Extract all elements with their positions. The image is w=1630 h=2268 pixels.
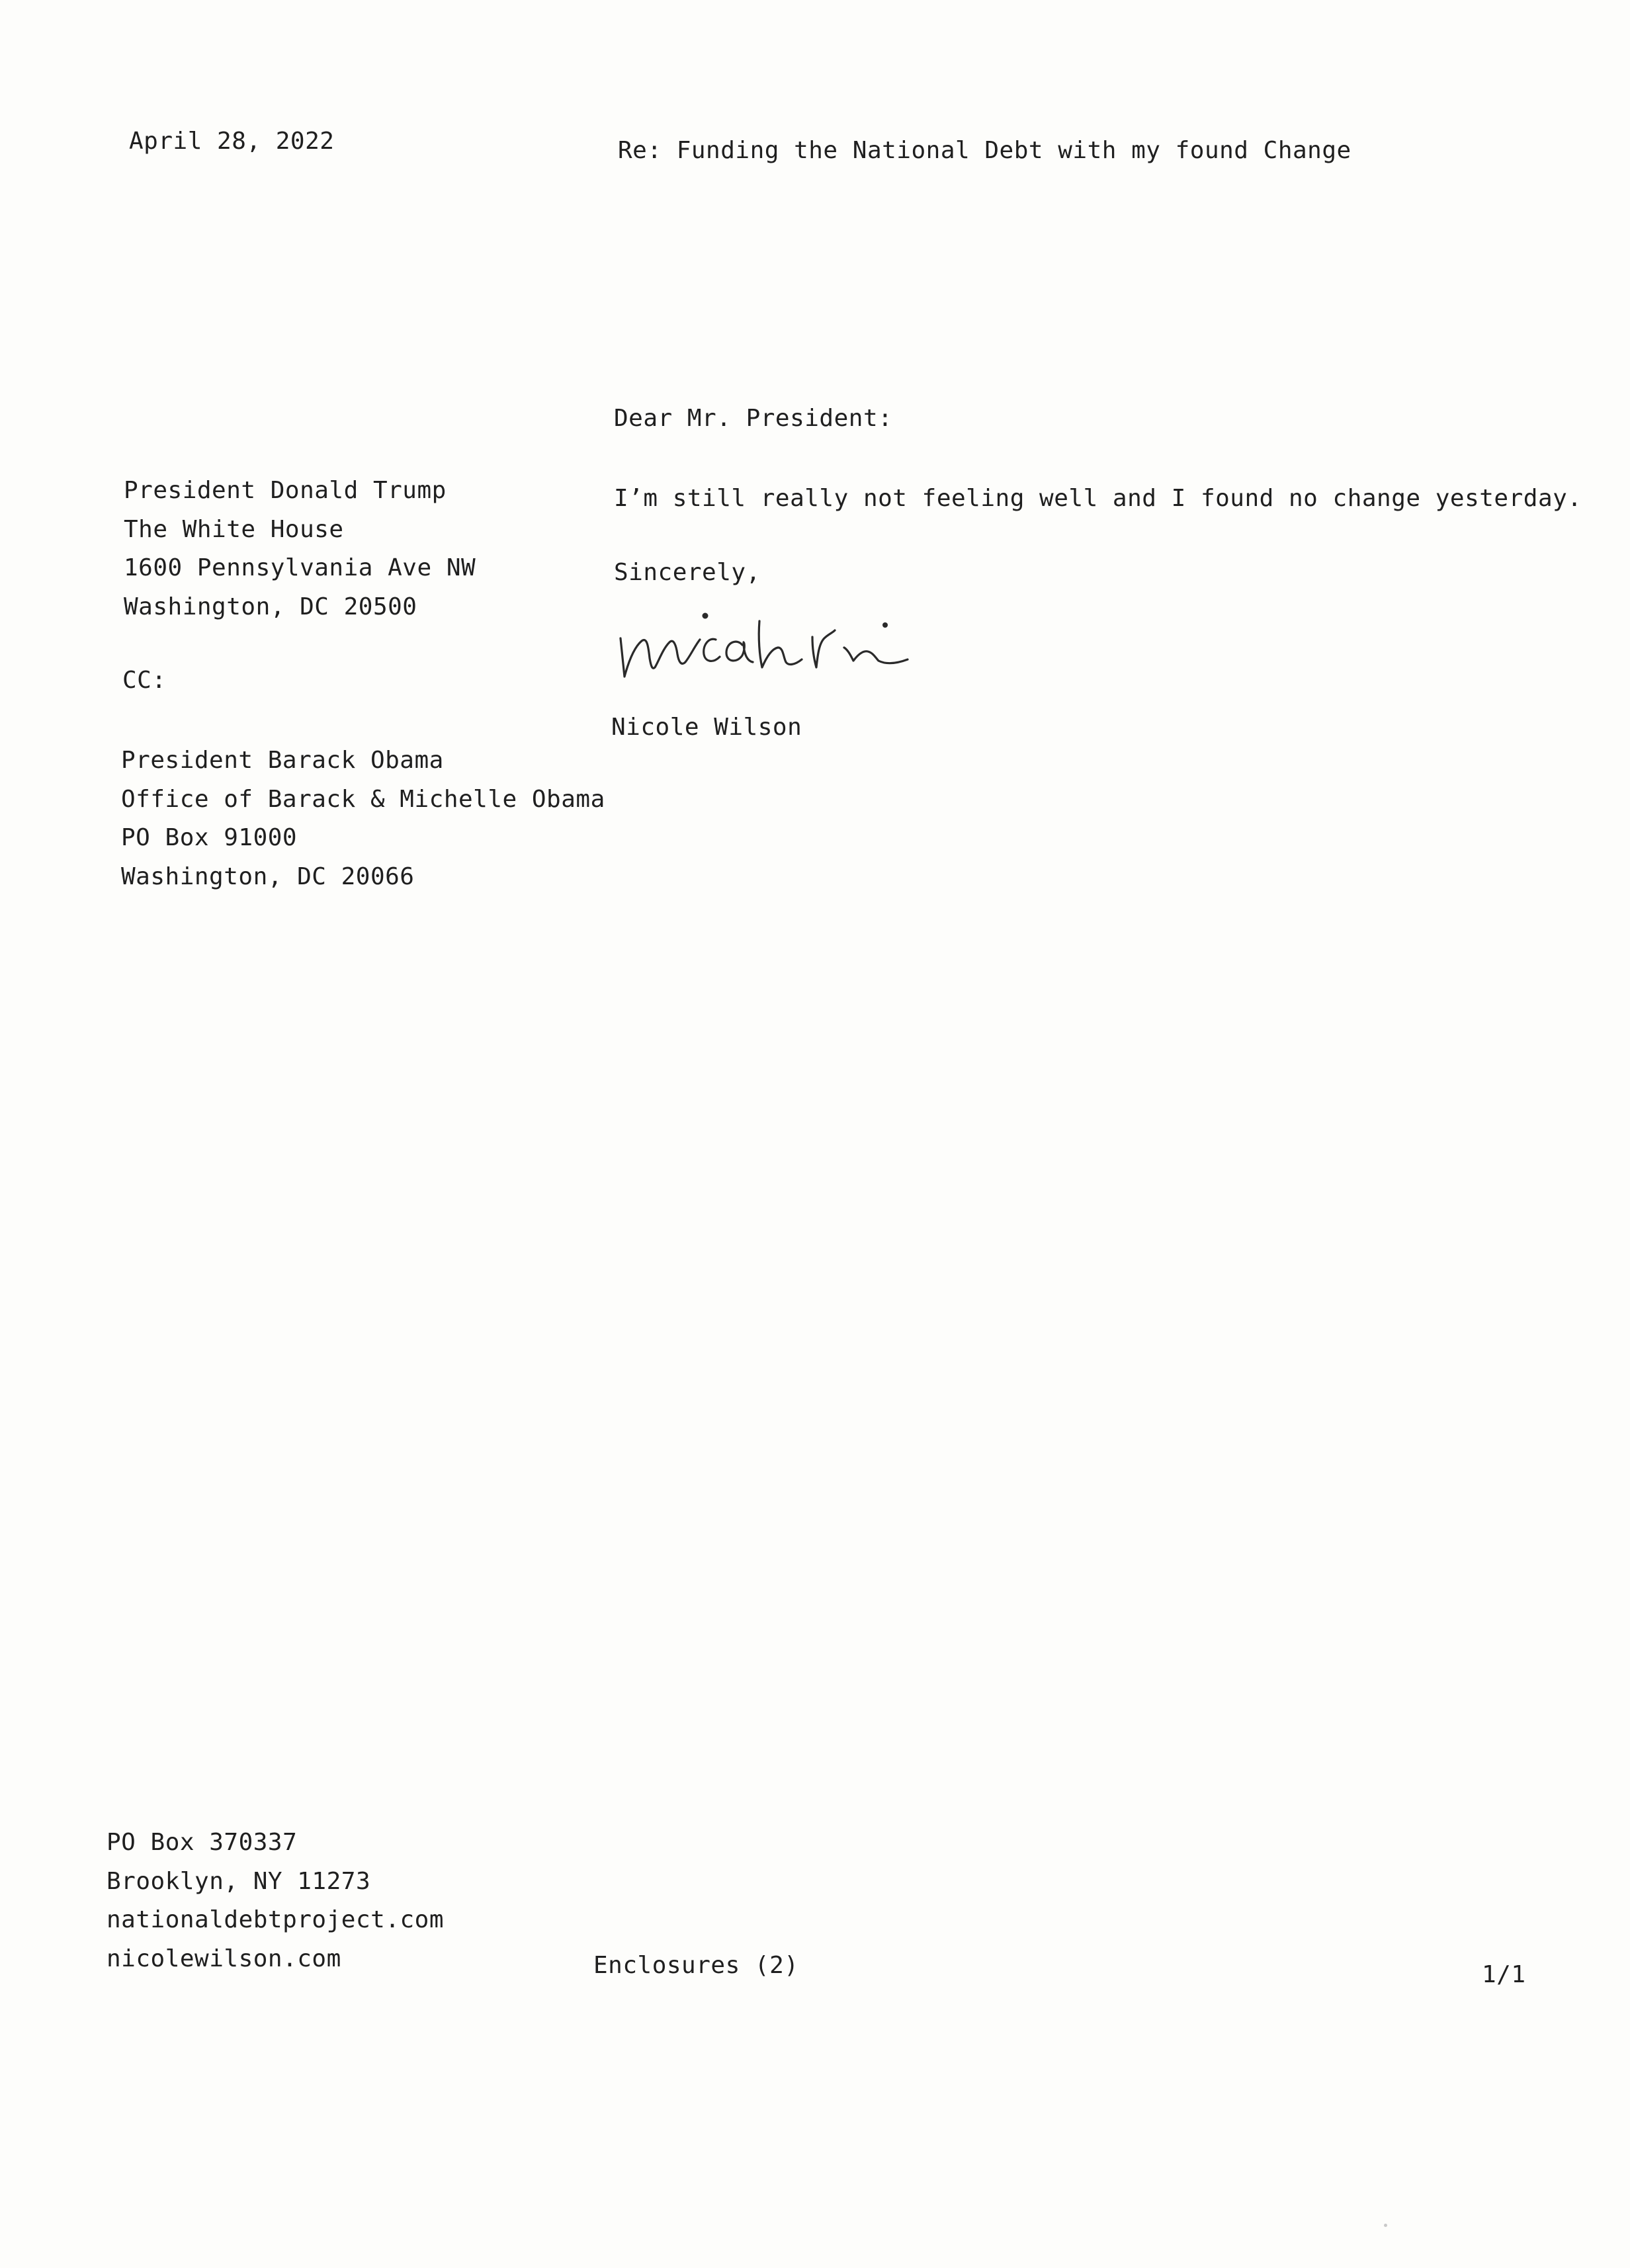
address-line: Washington, DC 20066: [121, 862, 415, 890]
address-line: PO Box 370337: [107, 1829, 298, 1856]
address-line: The White House: [124, 515, 344, 543]
address-line: nationaldebtproject.com: [107, 1906, 444, 1933]
closing: Sincerely,: [614, 559, 761, 586]
recipient-address: [124, 472, 476, 626]
address-line: PO Box 91000: [121, 824, 298, 851]
letter-date: April 28, 2022: [129, 128, 335, 155]
address-line: Brooklyn, NY 11273: [107, 1867, 371, 1895]
signer-name: Nicole Wilson: [611, 714, 802, 741]
cc-label: CC:: [122, 667, 167, 694]
page-number: 1/1: [1482, 1961, 1526, 1988]
address-line: President Barack Obama: [121, 747, 444, 774]
salutation: Dear Mr. President:: [614, 405, 893, 432]
letter-subject: Re: Funding the National Debt with my found Change: [618, 137, 1351, 164]
address-line: Washington, DC 20500: [124, 593, 417, 620]
enclosures-note: Enclosures (2): [593, 1952, 799, 1979]
sender-address: [107, 1824, 444, 1978]
address-line: Office of Barack & Michelle Obama: [121, 785, 605, 813]
body-text: I’m still really not feeling well and I found no change yesterday.: [614, 485, 1582, 512]
cc-address: [121, 741, 605, 896]
handwritten-signature: [613, 599, 917, 685]
address-line: 1600 Pennsylvania Ave NW: [124, 554, 476, 581]
paper-speck: [1384, 2224, 1387, 2227]
address-line: nicolewilson.com: [107, 1945, 341, 1972]
address-line: President Donald Trump: [124, 477, 447, 504]
